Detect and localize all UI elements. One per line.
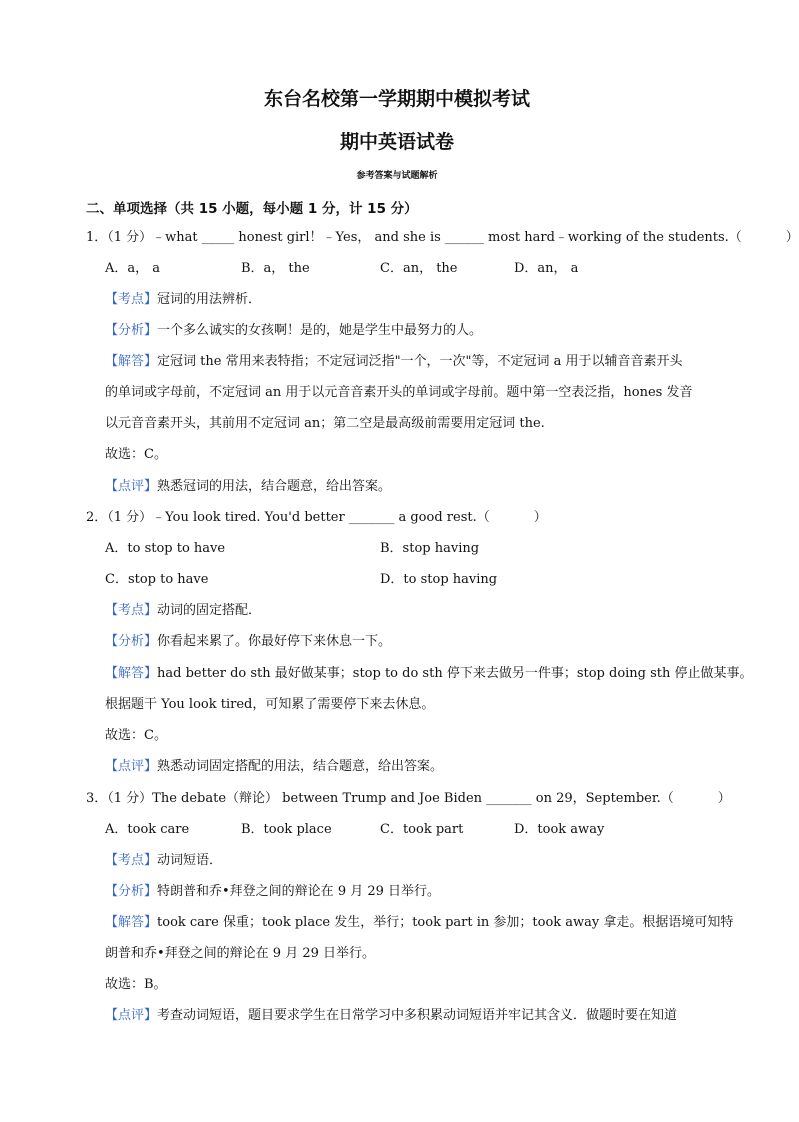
- question-3-jieda-line-2: 朗普和乔•拜登之间的辩论在 9 月 29 日举行。: [105, 946, 376, 961]
- question-1-jieda: 【解答】定冠词 the 常用来表特指；不定冠词泛指"一个，一次"等，不定冠词 a 用于以辅音音素开头: [105, 354, 683, 369]
- question-3-option-a: A．took care: [105, 822, 190, 837]
- question-1-option-b: B．a， the: [241, 261, 310, 276]
- kaodian-tag: 【考点】: [105, 603, 158, 618]
- question-1-stem: 1．（1 分）﹣what _____ honest girl！﹣Yes， and she is ______ most hard﹣working of the students.（ ）: [86, 230, 799, 245]
- dianping-tag: 【点评】: [105, 759, 158, 774]
- fenxi-tag: 【分析】: [105, 323, 158, 338]
- question-1-kaodian: 【考点】冠词的用法辨析．: [105, 292, 262, 307]
- question-2-option-a: A．to stop to have: [105, 541, 226, 556]
- kaodian-tag: 【考点】: [105, 292, 158, 307]
- exam-title: 东台名校第一学期期中模拟考试: [263, 88, 530, 110]
- question-2-option-c: C．stop to have: [105, 572, 209, 587]
- question-1-dianping: 【点评】熟悉冠词的用法，结合题意，给出答案。: [105, 479, 392, 494]
- question-3-kaodian: 【考点】动词短语．: [105, 853, 223, 868]
- question-3-dianping: 【点评】考查动词短语，题目要求学生在日常学习中多积累动词短语并牢记其含义．做题时要在知道: [105, 1008, 678, 1023]
- question-2-jieda: 【解答】had better do sth 最好做某事；stop to do sth 停下来去做另一件事；stop doing sth 停止做某事。: [105, 666, 753, 681]
- question-3-answer: 故选：B。: [105, 977, 167, 992]
- paper-title: 期中英语试卷: [339, 131, 454, 153]
- question-2-dianping: 【点评】熟悉动词固定搭配的用法，结合题意，给出答案。: [105, 759, 444, 774]
- fenxi-tag: 【分析】: [105, 884, 158, 899]
- question-2-option-b: B．stop having: [380, 541, 480, 556]
- question-3-option-d: D．took away: [514, 822, 605, 837]
- question-3-option-c: C．took part: [380, 822, 464, 837]
- jieda-tag: 【解答】: [105, 354, 158, 369]
- question-3-fenxi: 【分析】特朗普和乔•拜登之间的辩论在 9 月 29 日举行。: [105, 884, 441, 899]
- kaodian-tag: 【考点】: [105, 853, 158, 868]
- question-3-option-b: B．took place: [241, 822, 332, 837]
- question-2-answer: 故选：C。: [105, 728, 167, 743]
- jieda-tag: 【解答】: [105, 915, 158, 930]
- question-1-jieda-line-2: 的单词或字母前，不定冠词 an 用于以元音音素开头的单词或字母前。题中第一空表泛指，hones 发音: [105, 385, 693, 400]
- question-2-fenxi: 【分析】你看起来累了。你最好停下来休息一下。: [105, 634, 392, 649]
- section-heading: 二、单项选择（共 15 小题，每小题 1 分，计 15 分）: [86, 201, 418, 217]
- question-2-kaodian: 【考点】动词的固定搭配．: [105, 603, 262, 618]
- question-3-jieda: 【解答】took care 保重；took place 发生，举行；took part in 参加；took away 拿走。根据语境可知特: [105, 915, 734, 930]
- question-1-option-c: C．an， the: [380, 261, 458, 276]
- question-2-jieda-line-2: 根据题干 You look tired，可知累了需要停下来去休息。: [105, 697, 435, 712]
- question-2-option-d: D．to stop having: [380, 572, 498, 587]
- answer-key-label: 参考答案与试题解析: [356, 171, 438, 181]
- fenxi-tag: 【分析】: [105, 634, 158, 649]
- dianping-tag: 【点评】: [105, 1008, 158, 1023]
- question-1-option-a: A．a， a: [105, 261, 161, 276]
- question-1-fenxi: 【分析】一个多么诚实的女孩啊！是的，她是学生中最努力的人。: [105, 323, 483, 338]
- question-3-stem: 3．（1 分）The debate（辩论） between Trump and Joe Biden _______ on 29，September.（ ）: [86, 791, 731, 806]
- dianping-tag: 【点评】: [105, 479, 158, 494]
- question-1-answer: 故选：C。: [105, 447, 167, 462]
- question-1-jieda-line-3: 以元音音素开头，其前用不定冠词 an；第二空是最高级前需要用定冠词 the.: [105, 416, 545, 431]
- question-1-option-d: D．an， a: [514, 261, 579, 276]
- question-2-stem: 2．（1 分）﹣You look tired. You'd better _______ a good rest.（ ）: [86, 510, 547, 525]
- jieda-tag: 【解答】: [105, 666, 158, 681]
